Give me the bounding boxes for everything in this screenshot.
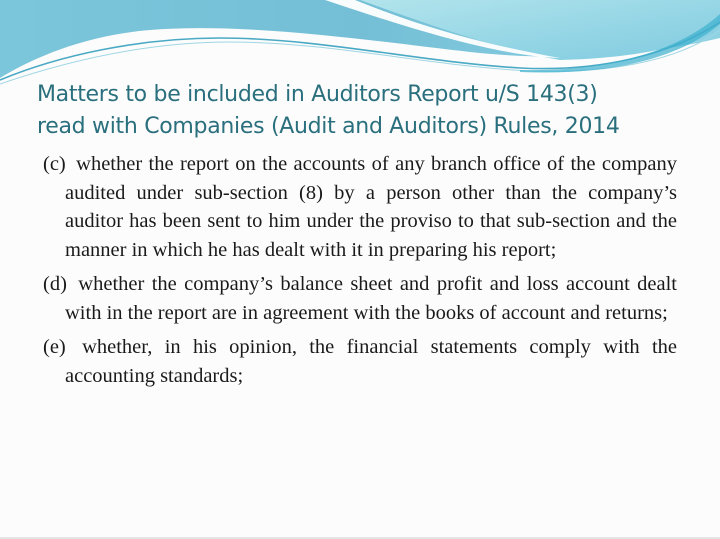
item-text: whether the company’s balance sheet and profit and loss account dealt with in the report are in agreement with the books of account and returns; <box>65 273 677 324</box>
item-label: (d) <box>43 273 67 295</box>
item-text: whether, in his opinion, the financial statements comply with the accounting standards; <box>65 336 678 387</box>
list-item-c <box>43 150 677 264</box>
title-line-2: read with Companies (Audit and Auditors) Rules, 2014 <box>37 114 620 139</box>
slide-body <box>43 150 677 396</box>
slide-title <box>37 79 697 143</box>
wave-banner-decoration <box>0 0 720 90</box>
item-text: whether the report on the accounts of any branch office of the company audited under sub-section (8) by a person other than the company’s auditor has been sent to him under the proviso to that sub-section and the manner in which he has dealt with it in preparing his report; <box>65 153 678 261</box>
item-label: (c) <box>43 153 66 175</box>
list-item-d <box>43 270 677 327</box>
title-line-1: Matters to be included in Auditors Report u/S 143(3) <box>37 82 598 107</box>
list-item-e <box>43 333 677 390</box>
item-label: (e) <box>43 336 66 358</box>
